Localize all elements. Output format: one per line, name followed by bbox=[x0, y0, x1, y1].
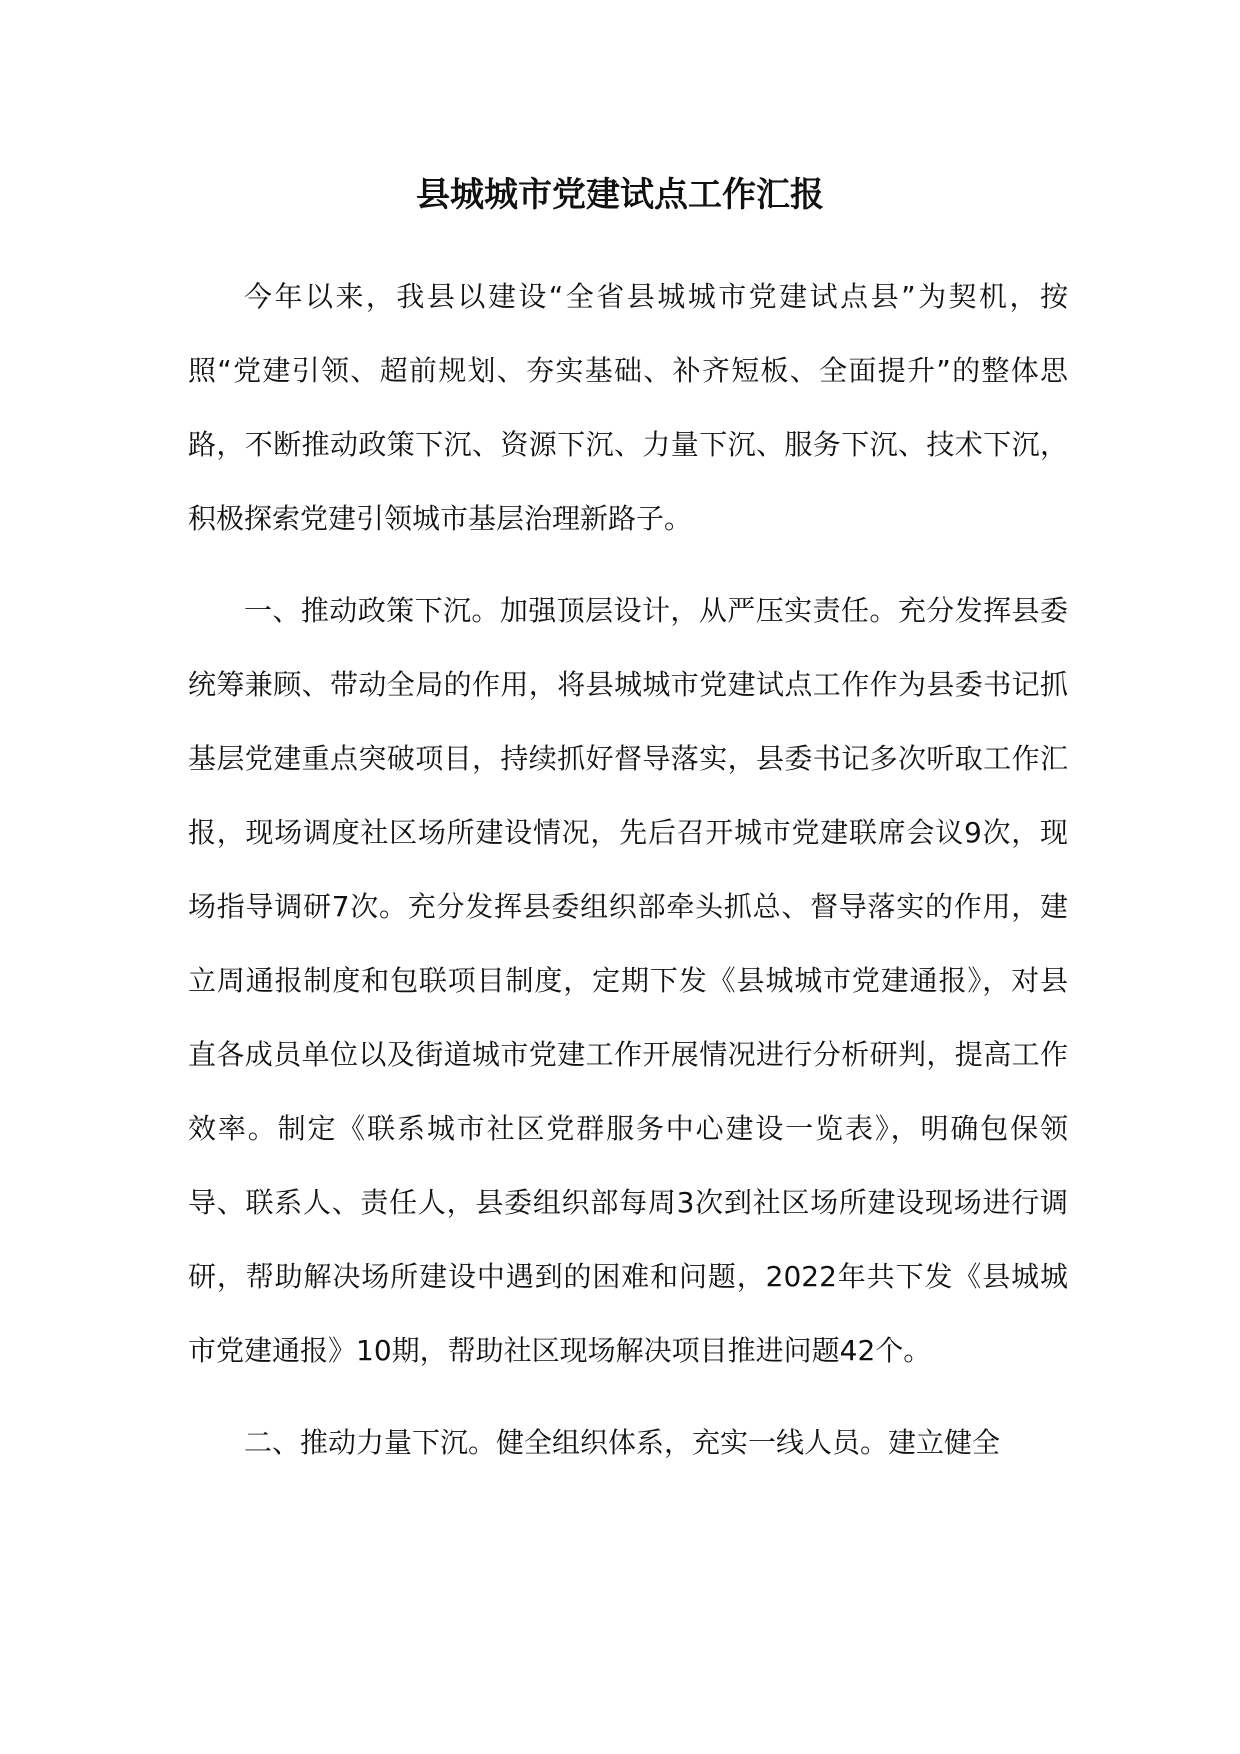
document-body bbox=[188, 260, 1068, 1480]
paragraph-policy: 一、推动政策下沉。加强顶层设计，从严压实责任。充分发挥县委统筹兼顾、带动全局的作用，将县城城市党建试点工作作为县委书记抓基层党建重点突破项目，持续抓好督导落实，县委书记多次听取工作汇报，现场调度社区场所建设情况，先后召开城市党建联席会议9次，现场指导调研7次。充分发挥县委组织部牵头抓总、督导落实的作用，建立周通报制度和包联项目制度，定期下发《县城城市党建通报》，对县直各成员单位以及街道城市党建工作开展情况进行分析研判，提高工作效率。制定《联系城市社区党群服务中心建设一览表》，明确包保领导、联系人、责任人，县委组织部每周3次到社区场所建设现场进行调研，帮助解决场所建设中遇到的困难和问题，2022年共下发《县城城市党建通报》10期，帮助社区现场解决项目推进问题42个。 bbox=[188, 594, 1068, 1367]
paragraph-force: 二、推动力量下沉。健全组织体系，充实一线人员。建立健全 bbox=[244, 1426, 1001, 1459]
document-title: 县城城市党建试点工作汇报 bbox=[416, 175, 824, 215]
paragraph-intro: 今年以来，我县以建设“全省县城城市党建试点县”为契机，按照“党建引领、超前规划、夯实基础、补齐短板、全面提升”的整体思路，不断推动政策下沉、资源下沉、力量下沉、服务下沉、技术下沉，积极探索党建引领城市基层治理新路子。 bbox=[188, 280, 1068, 535]
